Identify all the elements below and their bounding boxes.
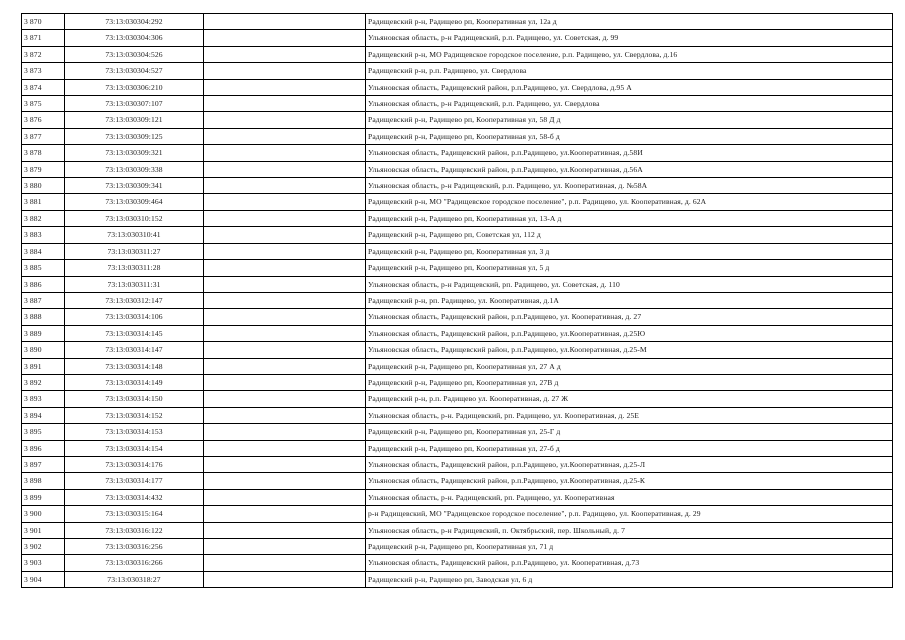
cadastral-number-cell: 73:13:030314:149	[65, 374, 204, 390]
cadastral-number-cell: 73:13:030311:31	[65, 276, 204, 292]
table-row	[22, 424, 893, 440]
table-row	[22, 391, 893, 407]
address-cell: Радищевский р-н, Радищево рп, Советская ул, 112 д	[366, 227, 893, 243]
row-number-cell: 3 880	[22, 178, 65, 194]
row-number-cell: 3 892	[22, 374, 65, 390]
table-row	[22, 260, 893, 276]
empty-cell	[204, 79, 366, 95]
empty-cell	[204, 506, 366, 522]
address-cell: Ульяновская область, р-н Радищевский, р.п. Радищево, ул. Свердлова	[366, 96, 893, 112]
table-row	[22, 79, 893, 95]
row-number-cell: 3 873	[22, 63, 65, 79]
empty-cell	[204, 539, 366, 555]
row-number-cell: 3 903	[22, 555, 65, 571]
empty-cell	[204, 227, 366, 243]
row-number-cell: 3 876	[22, 112, 65, 128]
cadastral-number-cell: 73:13:030311:27	[65, 243, 204, 259]
empty-cell	[204, 456, 366, 472]
cadastral-number-cell: 73:13:030314:150	[65, 391, 204, 407]
empty-cell	[204, 145, 366, 161]
row-number-cell: 3 879	[22, 161, 65, 177]
cadastral-number-cell: 73:13:030309:464	[65, 194, 204, 210]
empty-cell	[204, 178, 366, 194]
cadastral-number-cell: 73:13:030307:107	[65, 96, 204, 112]
address-cell: Ульяновская область, Радищевский район, р.п.Радищево, ул.Кооперативная, д.56А	[366, 161, 893, 177]
table-row	[22, 522, 893, 538]
address-cell: Радищевский р-н, р.п. Радищево ул. Кооперативная, д. 27 Ж	[366, 391, 893, 407]
empty-cell	[204, 358, 366, 374]
cadastral-number-cell: 73:13:030304:292	[65, 14, 204, 30]
table-row	[22, 128, 893, 144]
cadastral-number-cell: 73:13:030314:148	[65, 358, 204, 374]
empty-cell	[204, 292, 366, 308]
cadastral-number-cell: 73:13:030314:152	[65, 407, 204, 423]
empty-cell	[204, 391, 366, 407]
empty-cell	[204, 309, 366, 325]
row-number-cell: 3 881	[22, 194, 65, 210]
table-row	[22, 14, 893, 30]
empty-cell	[204, 63, 366, 79]
row-number-cell: 3 901	[22, 522, 65, 538]
cadastral-number-cell: 73:13:030309:321	[65, 145, 204, 161]
address-cell: Радищевский р-н, Радищево рп, Кооперативная ул, 3 д	[366, 243, 893, 259]
empty-cell	[204, 407, 366, 423]
address-cell: Ульяновская область, р-н. Радищевский, рп. Радищево, ул. Кооперативная, д. 25Е	[366, 407, 893, 423]
row-number-cell: 3 885	[22, 260, 65, 276]
empty-cell	[204, 260, 366, 276]
cadastral-number-cell: 73:13:030309:121	[65, 112, 204, 128]
table-row	[22, 342, 893, 358]
empty-cell	[204, 424, 366, 440]
empty-cell	[204, 210, 366, 226]
empty-cell	[204, 128, 366, 144]
address-cell: Ульяновская область, Радищевский район, р.п.Радищево, ул. Свердлова, д.95 А	[366, 79, 893, 95]
cadastral-number-cell: 73:13:030310:152	[65, 210, 204, 226]
table-row	[22, 456, 893, 472]
row-number-cell: 3 884	[22, 243, 65, 259]
row-number-cell: 3 894	[22, 407, 65, 423]
address-cell: Радищевский р-н, Радищево рп, Кооперативная ул, 27-б д	[366, 440, 893, 456]
row-number-cell: 3 895	[22, 424, 65, 440]
address-cell: Ульяновская область, Радищевский район, р.п.Радищево, ул.Кооперативная, д.25Ю	[366, 325, 893, 341]
empty-cell	[204, 440, 366, 456]
empty-cell	[204, 243, 366, 259]
table-row	[22, 309, 893, 325]
empty-cell	[204, 161, 366, 177]
row-number-cell: 3 872	[22, 46, 65, 62]
cadastral-number-cell: 73:13:030316:256	[65, 539, 204, 555]
empty-cell	[204, 489, 366, 505]
address-cell: Ульяновская область, р-н Радищевский, рп. Радищево, ул. Советская, д. 110	[366, 276, 893, 292]
table-row	[22, 473, 893, 489]
table-row	[22, 506, 893, 522]
row-number-cell: 3 886	[22, 276, 65, 292]
cadastral-number-cell: 73:13:030314:154	[65, 440, 204, 456]
empty-cell	[204, 46, 366, 62]
row-number-cell: 3 882	[22, 210, 65, 226]
address-cell: Ульяновская область, Радищевский район, р.п.Радищево, ул.Кооперативная, д.25-К	[366, 473, 893, 489]
cadastral-number-cell: 73:13:030314:177	[65, 473, 204, 489]
registry-table	[21, 13, 893, 588]
address-cell: Радищевский р-н, Радищево рп, Кооперативная ул, 58 Д д	[366, 112, 893, 128]
table-row	[22, 555, 893, 571]
cadastral-number-cell: 73:13:030314:176	[65, 456, 204, 472]
address-cell: р-н Радищевский, МО "Радищевское городское поселение", р.п. Радищево, ул. Кооперативная, д. 29	[366, 506, 893, 522]
row-number-cell: 3 904	[22, 571, 65, 587]
table-row	[22, 145, 893, 161]
address-cell: Радищевский р-н, Радищево рп, Кооперативная ул, 13-А д	[366, 210, 893, 226]
registry-table-body	[22, 14, 893, 588]
table-row	[22, 227, 893, 243]
cadastral-number-cell: 73:13:030309:338	[65, 161, 204, 177]
empty-cell	[204, 30, 366, 46]
address-cell: Радищевский р-н, р.п. Радищево, ул. Свердлова	[366, 63, 893, 79]
address-cell: Ульяновская область, р-н. Радищевский, рп. Радищево, ул. Кооперативная	[366, 489, 893, 505]
row-number-cell: 3 877	[22, 128, 65, 144]
table-row	[22, 96, 893, 112]
address-cell: Радищевский р-н, Радищево рп, Кооперативная ул, 58-б д	[366, 128, 893, 144]
table-row	[22, 194, 893, 210]
row-number-cell: 3 897	[22, 456, 65, 472]
table-row	[22, 571, 893, 587]
empty-cell	[204, 96, 366, 112]
cadastral-number-cell: 73:13:030314:145	[65, 325, 204, 341]
row-number-cell: 3 871	[22, 30, 65, 46]
address-cell: Радищевский р-н, Радищево рп, Кооперативная ул, 25-Г д	[366, 424, 893, 440]
address-cell: Радищевский р-н, Радищево рп, Кооперативная ул, 5 д	[366, 260, 893, 276]
row-number-cell: 3 891	[22, 358, 65, 374]
address-cell: Ульяновская область, Радищевский район, р.п.Радищево, ул. Кооперативная, д. 27	[366, 309, 893, 325]
address-cell: Ульяновская область, Радищевский район, р.п.Радищево, ул.Кооперативная, д.25-Л	[366, 456, 893, 472]
cadastral-number-cell: 73:13:030312:147	[65, 292, 204, 308]
table-row	[22, 325, 893, 341]
cadastral-number-cell: 73:13:030314:432	[65, 489, 204, 505]
cadastral-number-cell: 73:13:030304:526	[65, 46, 204, 62]
row-number-cell: 3 893	[22, 391, 65, 407]
empty-cell	[204, 325, 366, 341]
row-number-cell: 3 889	[22, 325, 65, 341]
row-number-cell: 3 896	[22, 440, 65, 456]
table-row	[22, 161, 893, 177]
address-cell: Радищевский р-н, Радищево рп, Кооперативная ул, 71 д	[366, 539, 893, 555]
empty-cell	[204, 276, 366, 292]
address-cell: Ульяновская область, р-н Радищевский, р.п. Радищево, ул. Кооперативная, д. №58А	[366, 178, 893, 194]
row-number-cell: 3 890	[22, 342, 65, 358]
cadastral-number-cell: 73:13:030309:341	[65, 178, 204, 194]
cadastral-number-cell: 73:13:030304:306	[65, 30, 204, 46]
address-cell: Ульяновская область, Радищевский район, р.п.Радищево, ул. Кооперативная, д.73	[366, 555, 893, 571]
table-row	[22, 46, 893, 62]
table-row	[22, 374, 893, 390]
cadastral-number-cell: 73:13:030310:41	[65, 227, 204, 243]
table-row	[22, 440, 893, 456]
address-cell: Ульяновская область, р-н Радищевский, р.п. Радищево, ул. Советская, д. 99	[366, 30, 893, 46]
cadastral-number-cell: 73:13:030311:28	[65, 260, 204, 276]
table-row	[22, 292, 893, 308]
row-number-cell: 3 875	[22, 96, 65, 112]
cadastral-number-cell: 73:13:030306:210	[65, 79, 204, 95]
table-row	[22, 358, 893, 374]
empty-cell	[204, 342, 366, 358]
empty-cell	[204, 14, 366, 30]
cadastral-number-cell: 73:13:030304:527	[65, 63, 204, 79]
empty-cell	[204, 473, 366, 489]
address-cell: Радищевский р-н, Радищево рп, Кооперативная ул, 27 А д	[366, 358, 893, 374]
cadastral-number-cell: 73:13:030314:106	[65, 309, 204, 325]
address-cell: Ульяновская область, р-н Радищевский, п. Октябрьский, пер. Школьный, д. 7	[366, 522, 893, 538]
row-number-cell: 3 900	[22, 506, 65, 522]
table-row	[22, 489, 893, 505]
cadastral-number-cell: 73:13:030316:266	[65, 555, 204, 571]
empty-cell	[204, 374, 366, 390]
address-cell: Ульяновская область, Радищевский район, р.п.Радищево, ул.Кооперативная, д.58И	[366, 145, 893, 161]
row-number-cell: 3 883	[22, 227, 65, 243]
address-cell: Радищевский р-н, МО "Радищевское городское поселение", р.п. Радищево, ул. Кооперативная, д. 62А	[366, 194, 893, 210]
address-cell: Радищевский р-н, Радищево рп, Кооперативная ул, 27В д	[366, 374, 893, 390]
address-cell: Радищевский р-н, МО Радищевское городское поселение, р.п. Радищево, ул. Свердлова, д.16	[366, 46, 893, 62]
address-cell: Радищевский р-н, рп. Радищево, ул. Кооперативная, д.1А	[366, 292, 893, 308]
table-row	[22, 539, 893, 555]
row-number-cell: 3 878	[22, 145, 65, 161]
row-number-cell: 3 870	[22, 14, 65, 30]
address-cell: Радищевский р-н, Радищево рп, Заводская ул, 6 д	[366, 571, 893, 587]
table-row	[22, 112, 893, 128]
empty-cell	[204, 571, 366, 587]
table-row	[22, 407, 893, 423]
empty-cell	[204, 522, 366, 538]
address-cell: Ульяновская область, Радищевский район, р.п.Радищево, ул.Кооперативная, д.25-М	[366, 342, 893, 358]
table-row	[22, 178, 893, 194]
cadastral-number-cell: 73:13:030314:147	[65, 342, 204, 358]
row-number-cell: 3 902	[22, 539, 65, 555]
row-number-cell: 3 899	[22, 489, 65, 505]
address-cell: Радищевский р-н, Радищево рп, Кооперативная ул, 12а д	[366, 14, 893, 30]
row-number-cell: 3 898	[22, 473, 65, 489]
empty-cell	[204, 194, 366, 210]
table-row	[22, 30, 893, 46]
table-row	[22, 210, 893, 226]
table-row	[22, 63, 893, 79]
cadastral-number-cell: 73:13:030316:122	[65, 522, 204, 538]
cadastral-number-cell: 73:13:030318:27	[65, 571, 204, 587]
empty-cell	[204, 112, 366, 128]
empty-cell	[204, 555, 366, 571]
cadastral-number-cell: 73:13:030309:125	[65, 128, 204, 144]
table-row	[22, 243, 893, 259]
row-number-cell: 3 874	[22, 79, 65, 95]
row-number-cell: 3 888	[22, 309, 65, 325]
cadastral-number-cell: 73:13:030314:153	[65, 424, 204, 440]
table-row	[22, 276, 893, 292]
cadastral-number-cell: 73:13:030315:164	[65, 506, 204, 522]
row-number-cell: 3 887	[22, 292, 65, 308]
